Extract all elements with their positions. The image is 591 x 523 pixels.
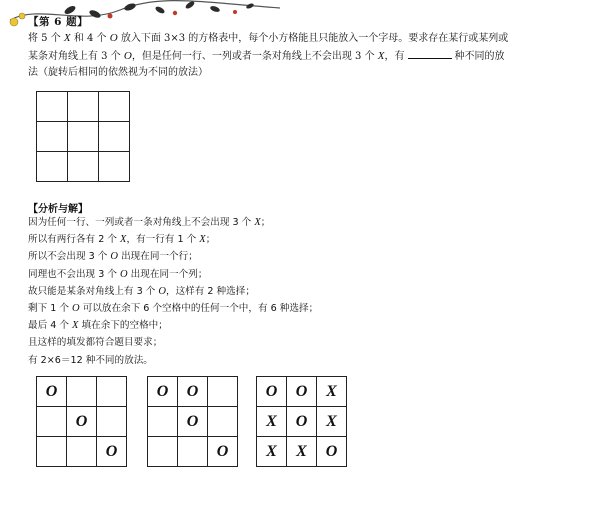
grid-cell <box>67 437 97 467</box>
problem-line-3: 法（旋转后相同的依然视为不同的放法） <box>28 67 208 78</box>
grid-cell <box>97 377 127 407</box>
grid-cell <box>37 92 68 122</box>
grid-cell: O <box>287 377 317 407</box>
analysis-line: 剩下 1 个 O 可以放在余下 6 个空格中的任何一个中，有 6 种选择； <box>28 303 319 315</box>
grid-cell <box>208 407 238 437</box>
grid-cell: X <box>317 407 347 437</box>
grid-cell <box>37 437 67 467</box>
grid-cell <box>148 407 178 437</box>
grid-cell <box>148 437 178 467</box>
grid-cell <box>37 152 68 182</box>
grid-cell <box>97 407 127 437</box>
grid-cell: O <box>257 377 287 407</box>
grid-cell <box>68 92 99 122</box>
grid-cell <box>68 152 99 182</box>
empty-3x3-grid <box>36 91 130 182</box>
grid-cell: X <box>257 407 287 437</box>
grid-cell <box>99 92 130 122</box>
grid-cell: O <box>148 377 178 407</box>
grid-cell <box>208 377 238 407</box>
grid-cell <box>67 377 97 407</box>
analysis-line: 所以不会出现 3 个 O 出现在同一个行； <box>28 251 198 263</box>
grid-cell: O <box>37 377 67 407</box>
analysis-title: 【分析与解】 <box>28 204 88 215</box>
grid-cell: O <box>178 377 208 407</box>
answer-blank[interactable] <box>408 48 452 59</box>
analysis-line: 所以有两行各有 2 个 X，有一行有 1 个 X； <box>28 234 216 246</box>
grid-cell <box>99 122 130 152</box>
analysis-line: 因为任何一行、一列或者一条对角线上不会出现 3 个 X； <box>28 217 271 228</box>
grid-cell <box>178 437 208 467</box>
analysis-line: 同理也不会出现 3 个 O 出现在同一个列； <box>28 268 208 280</box>
problem-line-1: 将 5 个 X 和 4 个 O 放入下面 3×3 的方格表中，每个小方格能且只能放入一个字母。要求存在某行或某列或 <box>28 32 509 44</box>
analysis-line: 故只能是某条对角线上有 3 个 O，这样有 2 种选择； <box>28 285 255 297</box>
grid-cell: O <box>317 437 347 467</box>
answer-grid-1 <box>36 376 127 467</box>
grid-cell: X <box>287 437 317 467</box>
answer-grid-3 <box>256 376 347 467</box>
analysis-body <box>28 214 448 369</box>
answer-grid-2 <box>147 376 238 467</box>
grid-cell <box>37 407 67 437</box>
grid-cell: O <box>287 407 317 437</box>
grid-cell: X <box>317 377 347 407</box>
analysis-line: 最后 4 个 X 填在余下的空格中； <box>28 320 168 332</box>
grid-cell <box>37 122 68 152</box>
grid-cell <box>99 152 130 182</box>
problem-title: 【第 6 题】 <box>28 16 89 28</box>
problem-statement <box>28 30 558 82</box>
problem-line-2: 某条对角线上有 3 个 O，但是任何一行、一列或者一条对角线上不会出现 3 个 X，有 种不同的放 <box>28 49 505 62</box>
grid-cell: O <box>67 407 97 437</box>
grid-cell: O <box>178 407 208 437</box>
grid-cell: O <box>208 437 238 467</box>
grid-cell: X <box>257 437 287 467</box>
grid-cell: O <box>97 437 127 467</box>
grid-cell <box>68 122 99 152</box>
analysis-line: 有 2×6＝12 种不同的放法。 <box>28 354 153 366</box>
analysis-line: 且这样的填发都符合题目要求； <box>28 337 163 349</box>
